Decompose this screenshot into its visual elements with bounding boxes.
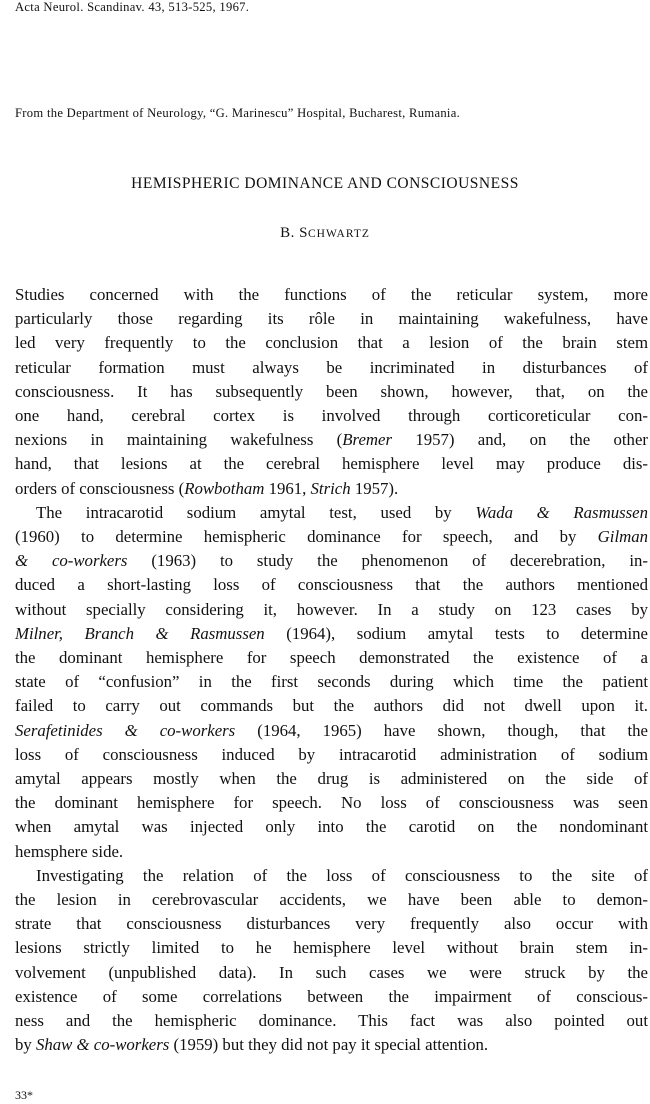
text-line (15, 307, 648, 331)
body-text-run: lesions strictly limited to he hemisphere level without brain stem in- (15, 938, 648, 958)
text-line (15, 622, 648, 646)
text-line (15, 840, 648, 864)
text-line (15, 888, 648, 912)
text-line (15, 646, 648, 670)
body-text-run: hemsphere side. (15, 841, 124, 861)
citation-text: Serafetinides & co-workers (15, 720, 236, 740)
citation-text: Bremer (342, 430, 392, 450)
body-text-run: the lesion in cerebrovascular accidents, we have been able to demon- (15, 890, 648, 910)
body-text-run: Studies concerned with the functions of the reticular system, more (15, 285, 648, 304)
citation-text: Wada & Rasmussen (475, 502, 648, 522)
body-text-run: The intracarotid sodium amytal test, used by (36, 502, 476, 522)
text-line (15, 791, 648, 815)
citation-text: Strich (310, 478, 351, 498)
affiliation: From the Department of Neurology, “G. Marinescu” Hospital, Bucharest, Rumania. (15, 106, 461, 120)
body-text-run: without specially considering it, however. In a study on 123 cases by (15, 599, 648, 619)
text-line (15, 404, 648, 428)
body-text-run: volvement (unpublished data). In such cases we were struck by the (15, 962, 648, 982)
text-line (15, 356, 648, 380)
body-text-run: existence of some correlations between the impairment of conscious- (15, 986, 648, 1006)
paragraph (15, 283, 648, 501)
body-text-run: by (15, 1035, 36, 1055)
body-text-run: duced a short-lasting loss of consciousness that the authors mentioned (15, 575, 648, 595)
body-text-run: state of “confusion” in the first seconds during which time the patient (15, 672, 648, 692)
text-line (15, 598, 648, 622)
citation-text: Shaw & co-workers (35, 1035, 170, 1055)
text-line (15, 670, 648, 694)
text-line (15, 283, 648, 307)
body-text-run: Investigating the relation of the loss of consciousness to the site of (36, 865, 648, 885)
page-marker: 33* (15, 1088, 33, 1102)
text-line (15, 719, 648, 743)
journal-reference: Acta Neurol. Scandinav. 43, 513-525, 1967. (15, 0, 250, 14)
citation-text: Milner, Branch & Rasmussen (15, 623, 265, 643)
body-text-run: strate that consciousness disturbances very frequently also occur with (15, 914, 648, 934)
body-text-run: amytal appears mostly when the drug is administered on the side of (15, 769, 648, 789)
text-line (15, 549, 648, 573)
author-smallcaps: CHWARTZ (307, 228, 370, 240)
body-text-run: reticular formation must always be incriminated in disturbances of (15, 357, 648, 377)
body-text-run: the dominant hemisphere for speech demonstrated the existence of a (15, 648, 648, 668)
body-text-run: nexions in maintaining wakefulness ( (15, 430, 343, 450)
text-line (15, 864, 648, 888)
author-name (0, 225, 650, 242)
body-text-run: 1957). (350, 478, 399, 498)
article-title: HEMISPHERIC DOMINANCE AND CONSCIOUSNESS (131, 175, 519, 192)
text-line (15, 985, 648, 1009)
body-text-run: the dominant hemisphere for speech. No loss of consciousness was seen (15, 793, 648, 813)
text-line (15, 815, 648, 839)
body-text-run: 1957) and, on the other (392, 430, 648, 450)
body-text-run: 1961, (264, 478, 311, 498)
text-line (15, 1009, 648, 1033)
article-body (15, 283, 648, 1058)
citation-text: & co-workers (15, 551, 128, 571)
body-text-run: (1964), sodium amytal tests to determine (264, 623, 648, 643)
text-line (15, 573, 648, 597)
text-line (15, 477, 648, 501)
body-text-run: when amytal was injected only into the carotid on the nondominant (15, 817, 648, 837)
text-line (15, 936, 648, 960)
text-line (15, 767, 648, 791)
body-text-run: loss of consciousness induced by intracarotid administration of sodium (15, 744, 648, 764)
text-line (15, 694, 648, 718)
text-line (15, 961, 648, 985)
body-text-run: (1960) to determine hemispheric dominance for speech, and by (15, 527, 598, 547)
text-line (15, 380, 648, 404)
text-line (15, 1033, 648, 1057)
body-text-run: (1963) to study the phenomenon of decerebration, in- (127, 551, 649, 571)
body-text-run: consciousness. It has subsequently been shown, however, that, on the (15, 381, 648, 401)
text-line (15, 501, 648, 525)
body-text-run: led very frequently to the conclusion that a lesion of the brain stem (15, 333, 648, 353)
citation-text: Rowbotham (184, 478, 265, 498)
text-line (15, 525, 648, 549)
text-line (15, 912, 648, 936)
text-line (15, 428, 648, 452)
text-line (15, 743, 648, 767)
text-line (15, 452, 648, 476)
citation-text: Gilman (597, 527, 648, 547)
body-text-run: hand, that lesions at the cerebral hemisphere level may produce dis- (15, 454, 648, 474)
body-text-run: orders of consciousness ( (15, 478, 185, 498)
body-text-run: failed to carry out commands but the authors did not dwell upon it. (15, 696, 648, 716)
text-line (15, 331, 648, 355)
body-text-run: (1964, 1965) have shown, though, that the (235, 720, 649, 740)
body-text-run: ness and the hemispheric dominance. This fact was also pointed out (15, 1011, 648, 1031)
body-text-run: (1959) but they did not pay it special attention. (169, 1035, 489, 1055)
body-text-run: particularly those regarding its rôle in maintaining wakefulness, have (15, 309, 648, 329)
paragraph (15, 864, 648, 1058)
paragraph (15, 501, 648, 864)
body-text-run: one hand, cerebral cortex is involved through corticoreticular con- (15, 406, 648, 426)
author-initial: B. S (280, 225, 308, 241)
